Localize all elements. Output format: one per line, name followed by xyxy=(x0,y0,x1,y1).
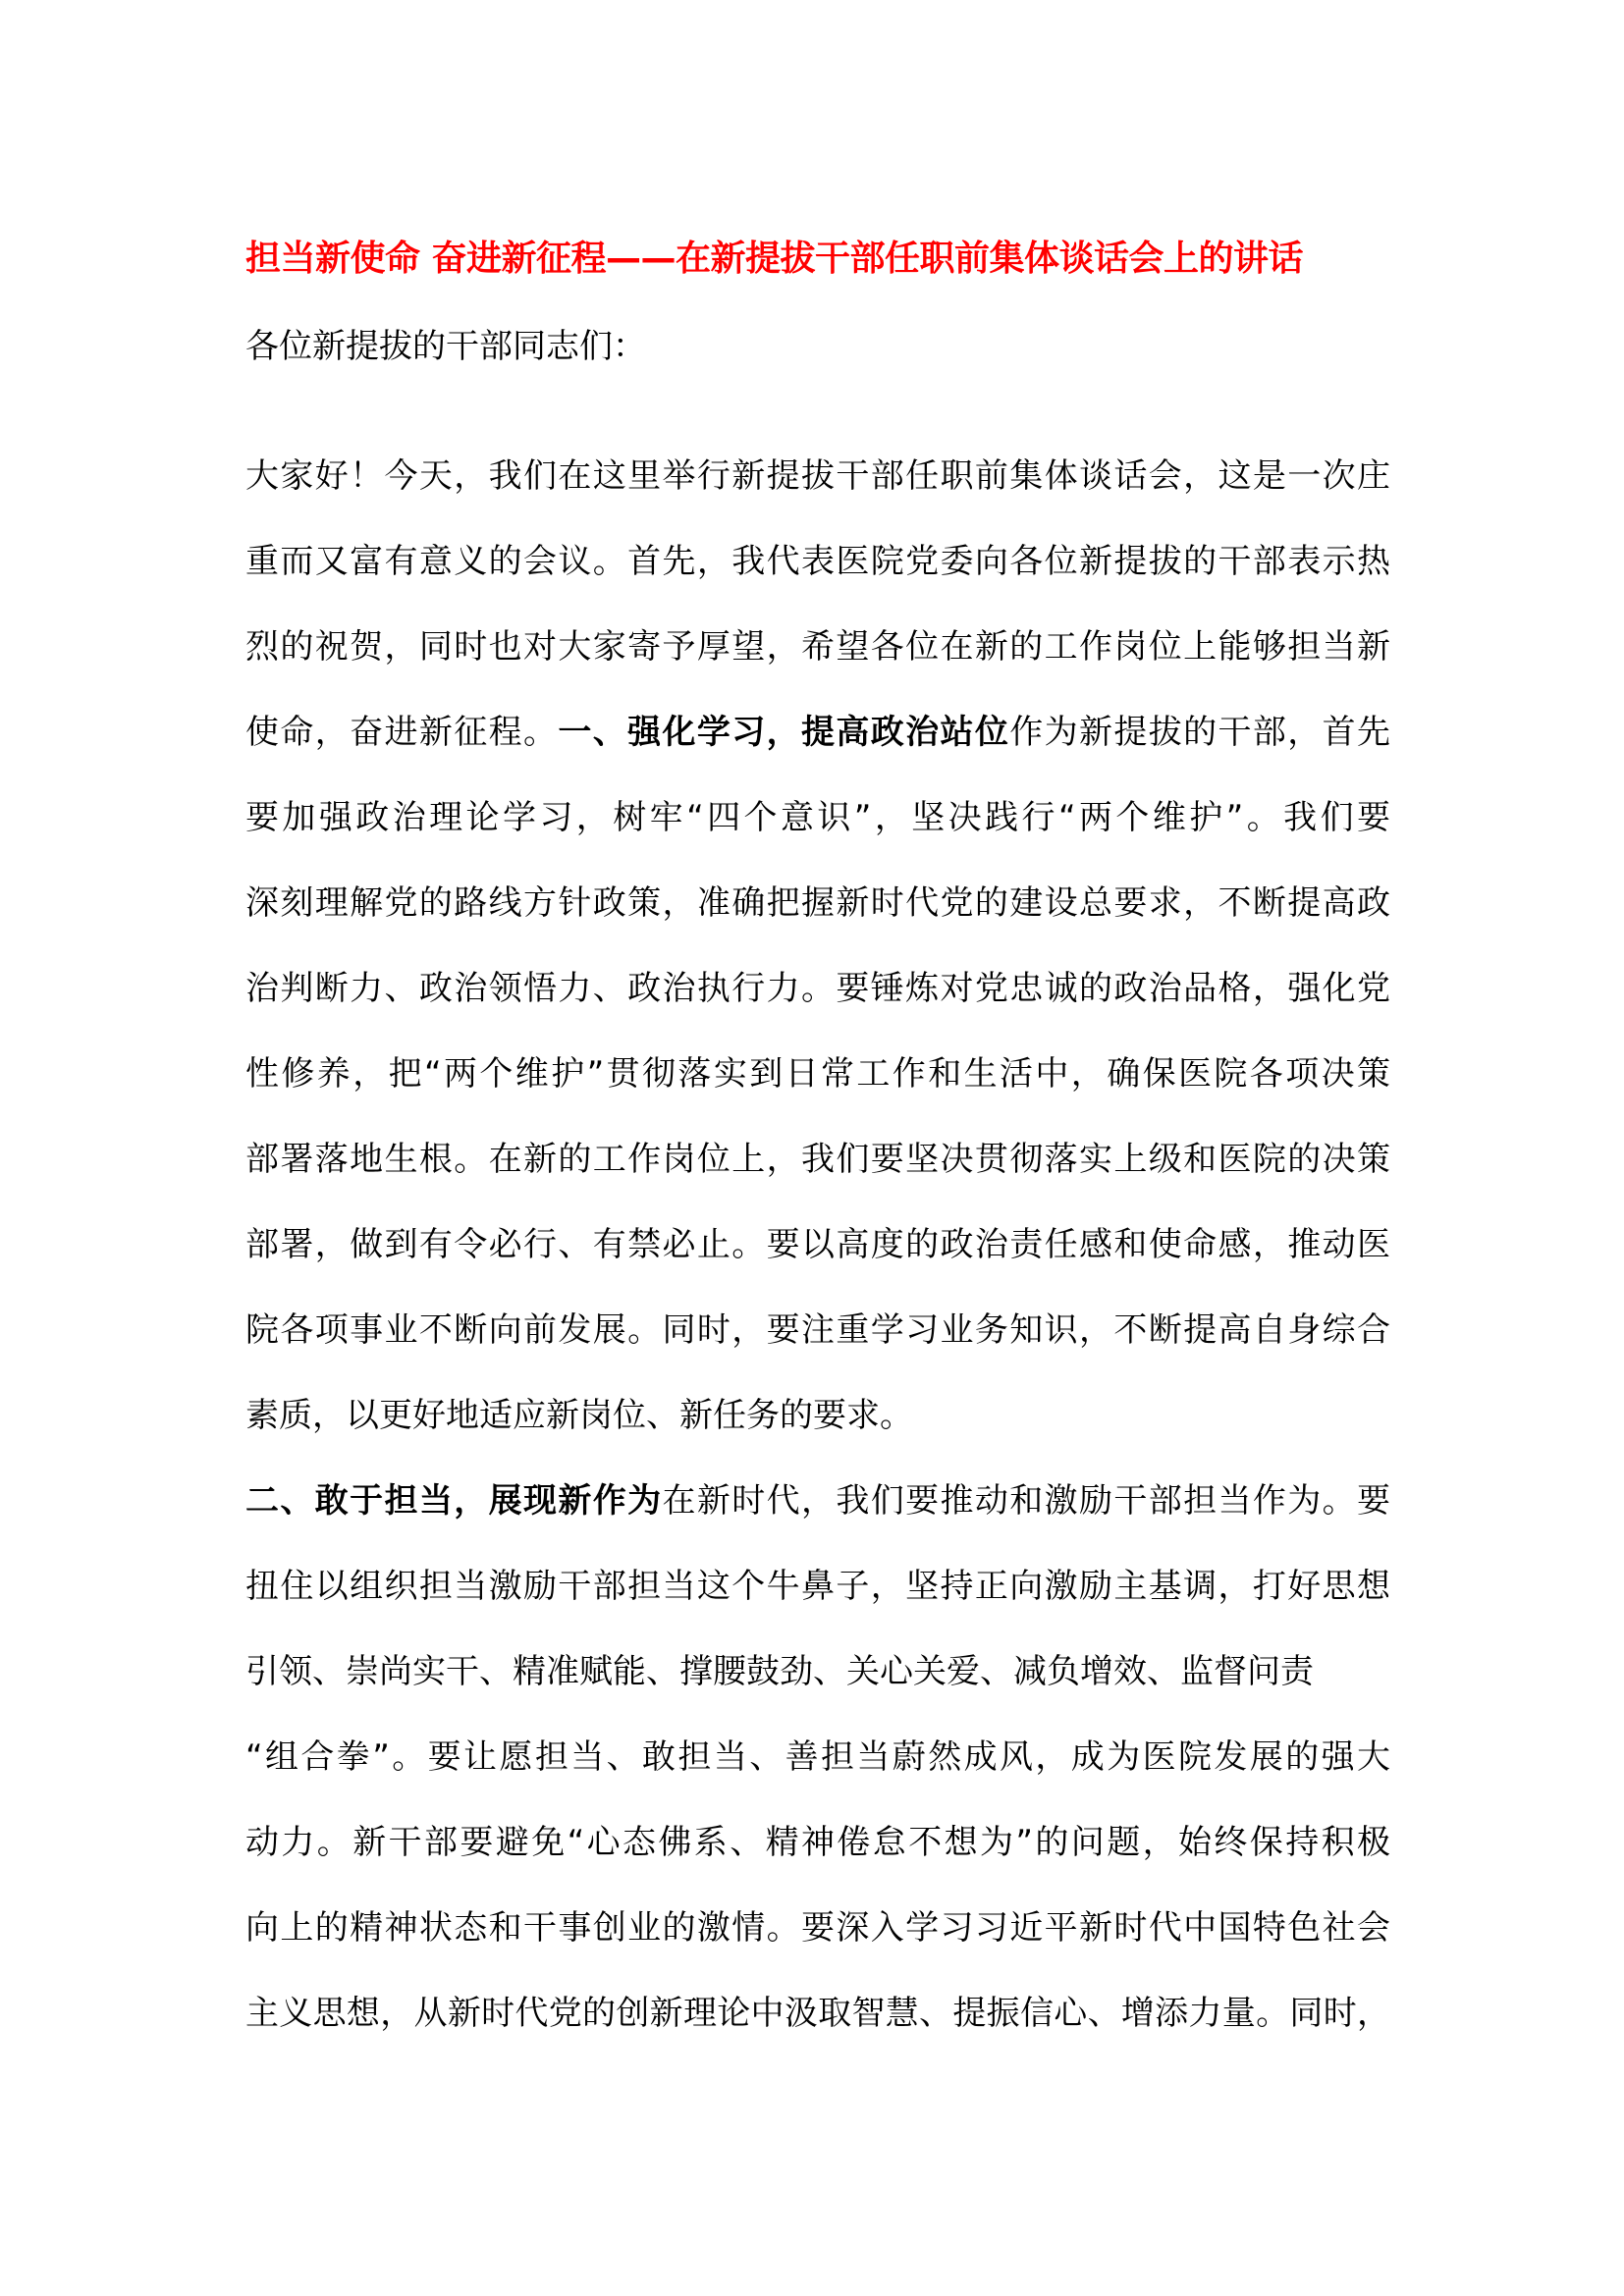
body-line: 向上的精神状态和干事创业的激情。要深入学习习近平新时代中国特色社会 xyxy=(245,1908,1390,1948)
body-line: 重而又富有意义的会议。首先，我代表医院党委向各位新提拔的干部表示热 xyxy=(245,542,1390,581)
body-line: 动力。新干部要避免“心态佛系、精神倦怠不想为”的问题，始终保持积极 xyxy=(245,1823,1390,1862)
body-line: 深刻理解党的路线方针政策，准确把握新时代党的建设总要求，不断提高政 xyxy=(245,883,1390,923)
body-line: 大家好！今天，我们在这里举行新提拔干部任职前集体谈话会，这是一次庄 xyxy=(245,456,1390,496)
body-line: 扭住以组织担当激励干部担当这个牛鼻子，坚持正向激励主基调，打好思想 xyxy=(245,1567,1390,1606)
body-line: 素质，以更好地适应新岗位、新任务的要求。 xyxy=(245,1396,913,1435)
body-text: 作为新提拔的干部，首先 xyxy=(1009,713,1390,752)
body-line: 院各项事业不断向前发展。同时，要注重学习业务知识，不断提高自身综合 xyxy=(245,1310,1390,1350)
body-line: 烈的祝贺，同时也对大家寄予厚望，希望各位在新的工作岗位上能够担当新 xyxy=(245,627,1390,667)
salutation: 各位新提拔的干部同志们： xyxy=(245,327,646,366)
body-text: 使命，奋进新征程。 xyxy=(245,713,559,752)
body-line-section-one xyxy=(245,708,1390,757)
body-line: “组合拳”。要让愿担当、敢担当、善担当蔚然成风，成为医院发展的强大 xyxy=(245,1737,1390,1777)
body-line: 要加强政治理论学习，树牢“四个意识”，坚决践行“两个维护”。我们要 xyxy=(245,798,1390,837)
body-line: 治判断力、政治领悟力、政治执行力。要锤炼对党忠诚的政治品格，强化党 xyxy=(245,969,1390,1008)
section-heading-one: 一、强化学习，提高政治站位 xyxy=(558,713,1010,752)
section-heading-two: 二、敢于担当，展现新作为 xyxy=(245,1481,663,1521)
body-text: 在新时代，我们要推动和激励干部担当作为。要 xyxy=(662,1481,1390,1521)
body-line-section-two xyxy=(245,1476,1390,1525)
body-line: 引领、崇尚实干、精准赋能、撑腰鼓劲、关心关爱、减负增效、监督问责 xyxy=(245,1652,1314,1691)
body-line: 性修养，把“两个维护”贯彻落实到日常工作和生活中，确保医院各项决策 xyxy=(245,1054,1390,1094)
body-line: 部署落地生根。在新的工作岗位上，我们要坚决贯彻落实上级和医院的决策 xyxy=(245,1140,1390,1179)
body-line: 主义思想，从新时代党的创新理论中汲取智慧、提振信心、增添力量。同时， xyxy=(245,1994,1390,2033)
document-title: 担当新使命 奋进新征程——在新提拔干部任职前集体谈话会上的讲话 xyxy=(245,239,1304,279)
body-line: 部署，做到有令必行、有禁必止。要以高度的政治责任感和使命感，推动医 xyxy=(245,1225,1390,1264)
